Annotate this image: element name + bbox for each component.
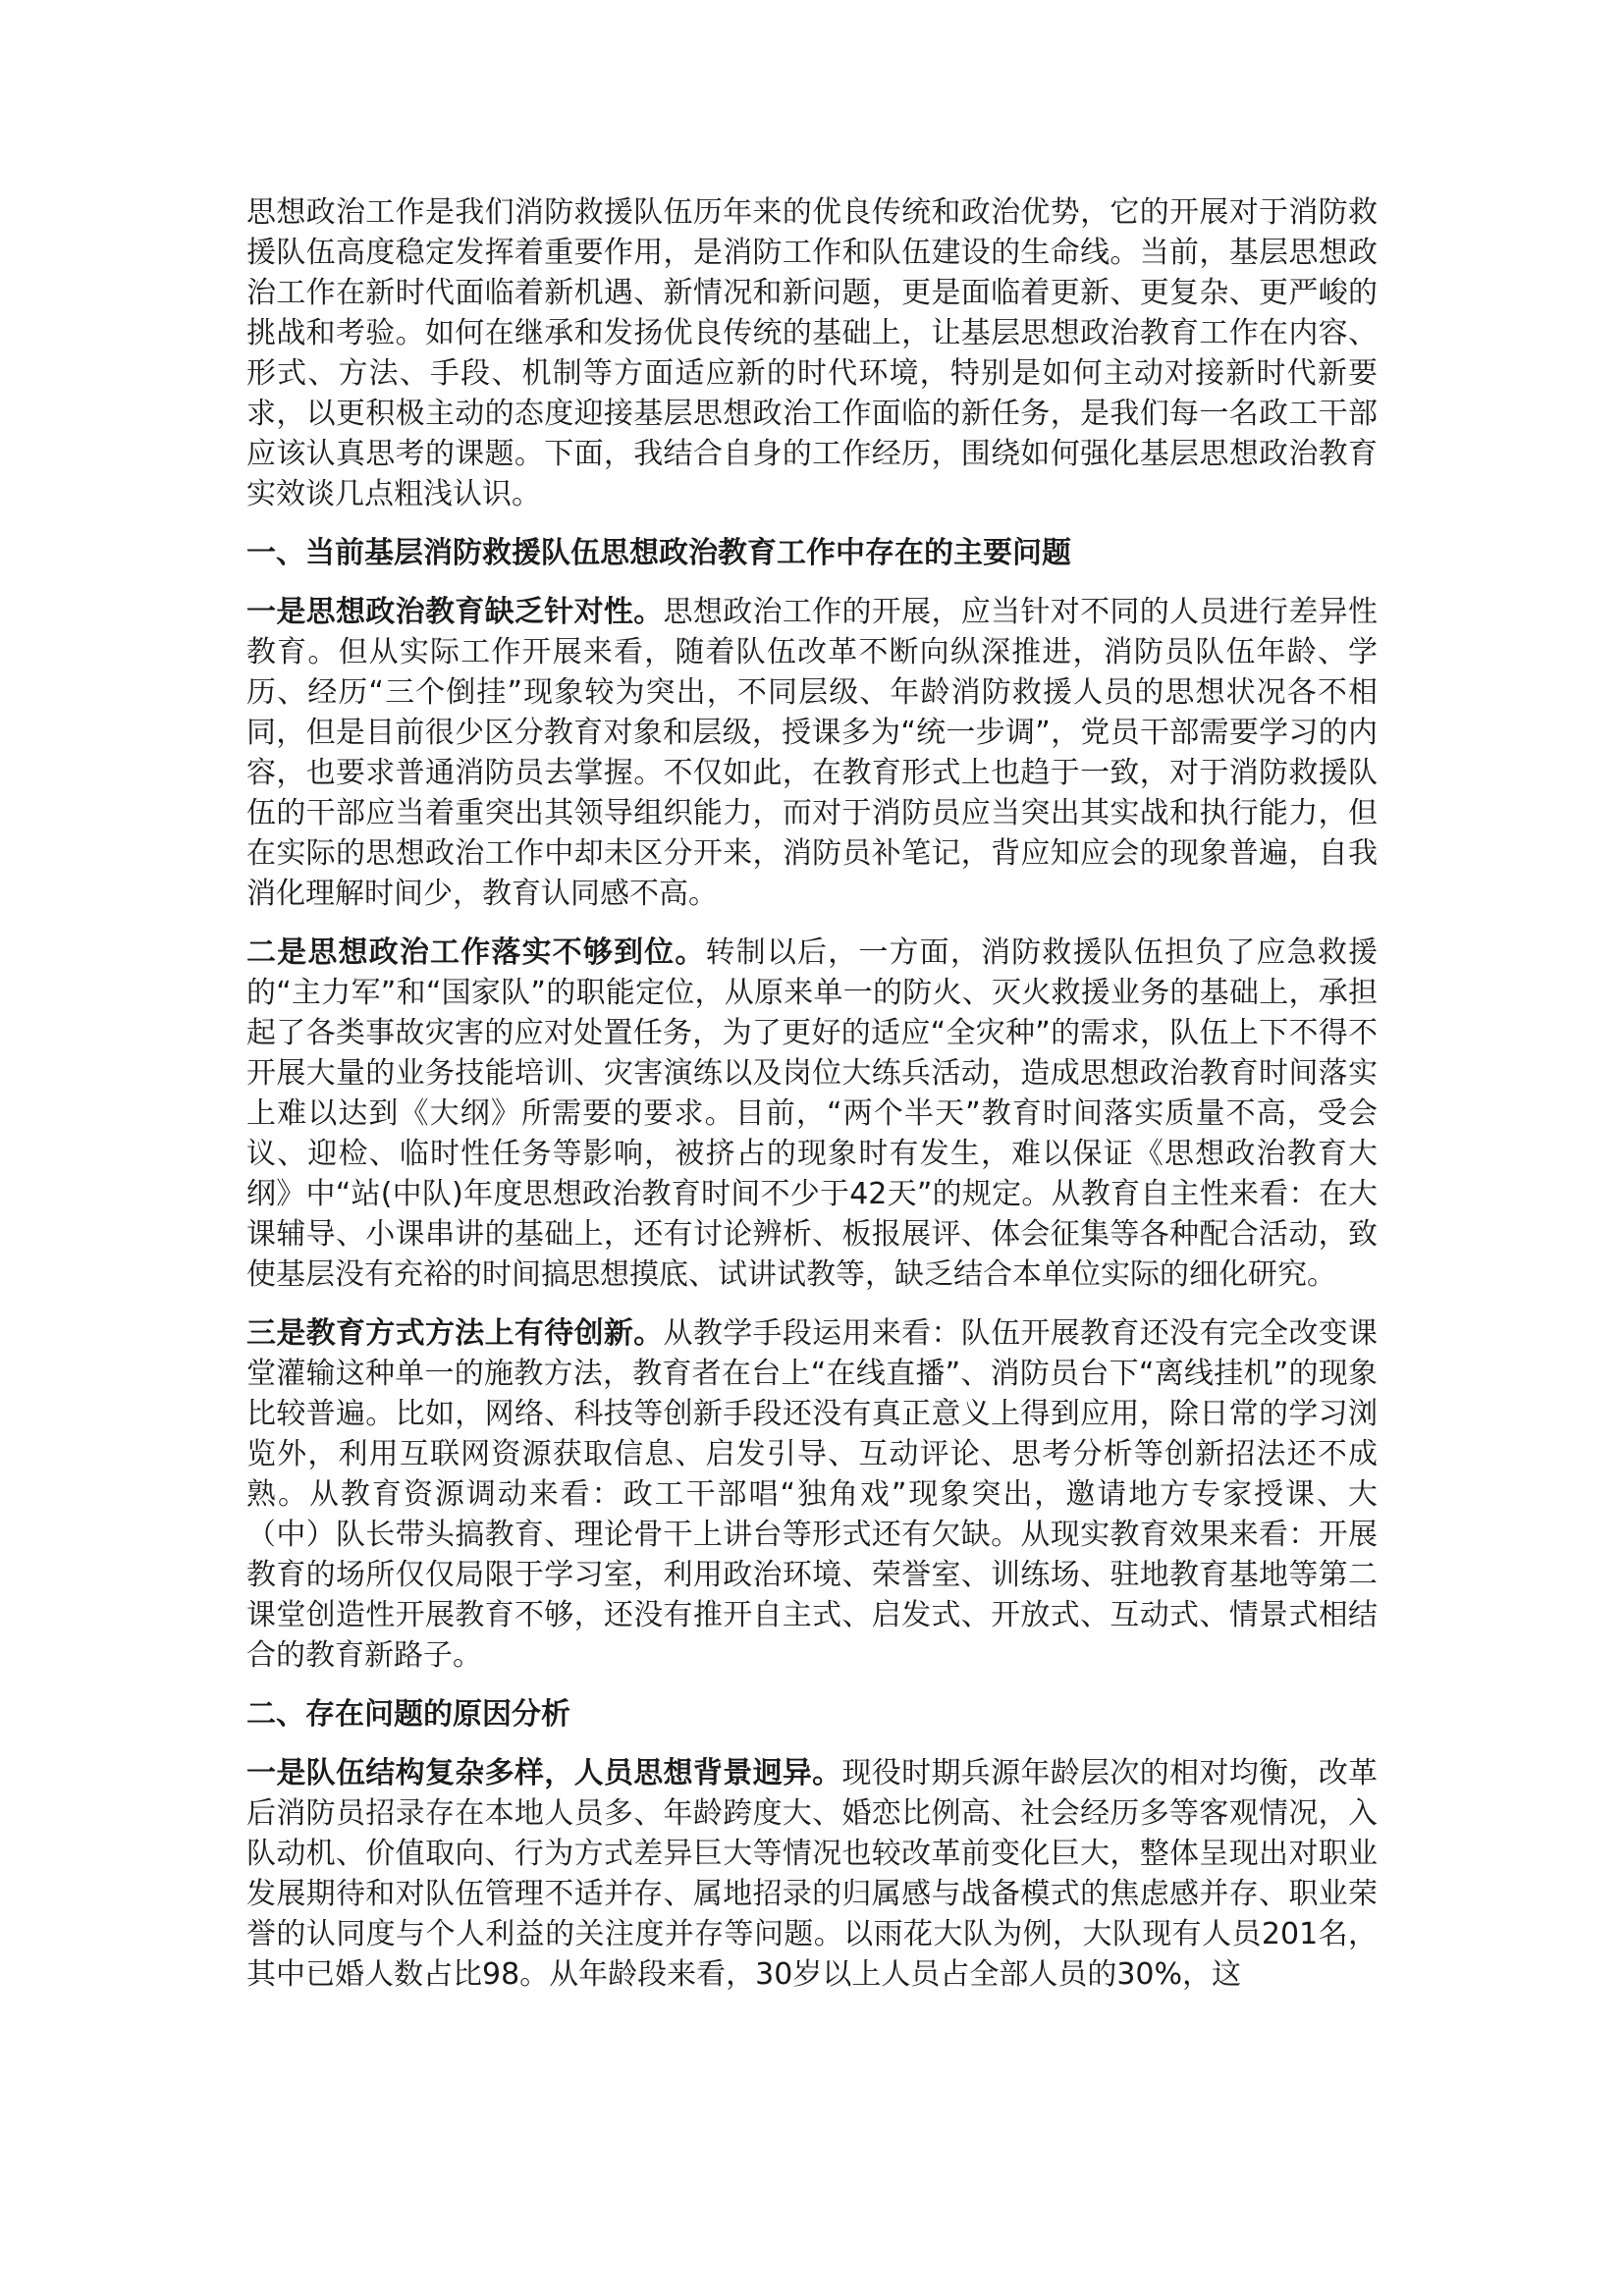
- document-page: [246, 192, 1378, 2013]
- paragraph-body: 现役时期兵源年龄层次的相对均衡，改革后消防员招录存在本地人员多、年龄跨度大、婚恋比例高、社会经历多等客观情况，入队动机、价值取向、行为方式差异巨大等情况也较改革前变化巨大，整体呈现出对职业发展期待和对队伍管理不适并存、属地招录的归属感与战备模式的焦虑感并存、职业荣誉的认同度与个人利益的关注度并存等问题。以雨花大队为例，大队现有人员201名，其中已婚人数占比98。从年龄段来看，30岁以上人员占全部人员的30%，这: [246, 1756, 1379, 1992]
- section-1-paragraph-1: [246, 592, 1378, 914]
- paragraph-body: 从教学手段运用来看：队伍开展教育还没有完全改变课堂灌输这种单一的施教方法，教育者在台上“在线直播”、消防员台下“离线挂机”的现象比较普遍。比如，网络、科技等创新手段还没有真正意义上得到应用，除日常的学习浏览外，利用互联网资源获取信息、启发引导、互动评论、思考分析等创新招法还不成熟。从教育资源调动来看：政工干部唱“独角戏”现象突出，邀请地方专家授课、大（中）队长带头搞教育、理论骨干上讲台等形式还有欠缺。从现实教育效果来看：开展教育的场所仅仅局限于学习室，利用政治环境、荣誉室、训练场、驻地教育基地等第二课堂创造性开展教育不够，还没有推开自主式、启发式、开放式、互动式、情景式相结合的教育新路子。: [246, 1316, 1379, 1673]
- section-1-paragraph-3: [246, 1313, 1378, 1676]
- section-1-paragraph-2: [246, 933, 1378, 1295]
- paragraph-body: 转制以后，一方面，消防救援队伍担负了应急救援的“主力军”和“国家队”的职能定位，从原来单一的防火、灭火救援业务的基础上，承担起了各类事故灾害的应对处置任务，为了更好的适应“全灾种”的需求，队伍上下不得不开展大量的业务技能培训、灾害演练以及岗位大练兵活动，造成思想政治教育时间落实上难以达到《大纲》所需要的要求。目前，“两个半天”教育时间落实质量不高，受会议、迎检、临时性任务等影响，被挤占的现象时有发生，难以保证《思想政治教育大纲》中“站(中队)年度思想政治教育时间不少于42天”的规定。从教育自主性来看：在大课辅导、小课串讲的基础上，还有讨论辨析、板报展评、体会征集等各种配合活动，致使基层没有充裕的时间搞思想摸底、试讲试教等，缺乏结合本单位实际的细化研究。: [246, 935, 1378, 1292]
- section-1-heading: 一、当前基层消防救援队伍思想政治教育工作中存在的主要问题: [246, 536, 1071, 570]
- paragraph-body: 思想政治工作的开展，应当针对不同的人员进行差异性教育。但从实际工作开展来看，随着队伍改革不断向纵深推进，消防员队伍年龄、学历、经历“三个倒挂”现象较为突出，不同层级、年龄消防救援人员的思想状况各不相同，但是目前很少区分教育对象和层级，授课多为“统一步调”，党员干部需要学习的内容，也要求普通消防员去掌握。不仅如此，在教育形式上也趋于一致，对于消防救援队伍的干部应当着重突出其领导组织能力，而对于消防员应当突出其实战和执行能力，但在实际的思想政治工作中却未区分开来，消防员补笔记，背应知应会的现象普遍，自我消化理解时间少，教育认同感不高。: [246, 595, 1379, 911]
- intro-paragraph: 思想政治工作是我们消防救援队伍历年来的优良传统和政治优势，它的开展对于消防救援队伍高度稳定发挥着重要作用，是消防工作和队伍建设的生命线。当前，基层思想政治工作在新时代面临着新机遇、新情况和新问题，更是面临着更新、更复杂、更严峻的挑战和考验。如何在继承和发扬优良传统的基础上，让基层思想政治教育工作在内容、形式、方法、手段、机制等方面适应新的时代环境，特别是如何主动对接新时代新要求，以更积极主动的态度迎接基层思想政治工作面临的新任务，是我们每一名政工干部应该认真思考的课题。下面，我结合自身的工作经历，围绕如何强化基层思想政治教育实效谈几点粗浅认识。: [246, 195, 1378, 511]
- section-2-heading: 二、存在问题的原因分析: [246, 1697, 570, 1732]
- section-2-paragraph-1: [246, 1753, 1378, 1995]
- paragraph-lead: 二是思想政治工作落实不够到位。: [246, 935, 706, 970]
- paragraph-lead: 一是思想政治教育缺乏针对性。: [246, 595, 664, 629]
- paragraph-lead: 三是教育方式方法上有待创新。: [246, 1316, 664, 1351]
- paragraph-lead: 一是队伍结构复杂多样，人员思想背景迥异。: [246, 1756, 842, 1790]
